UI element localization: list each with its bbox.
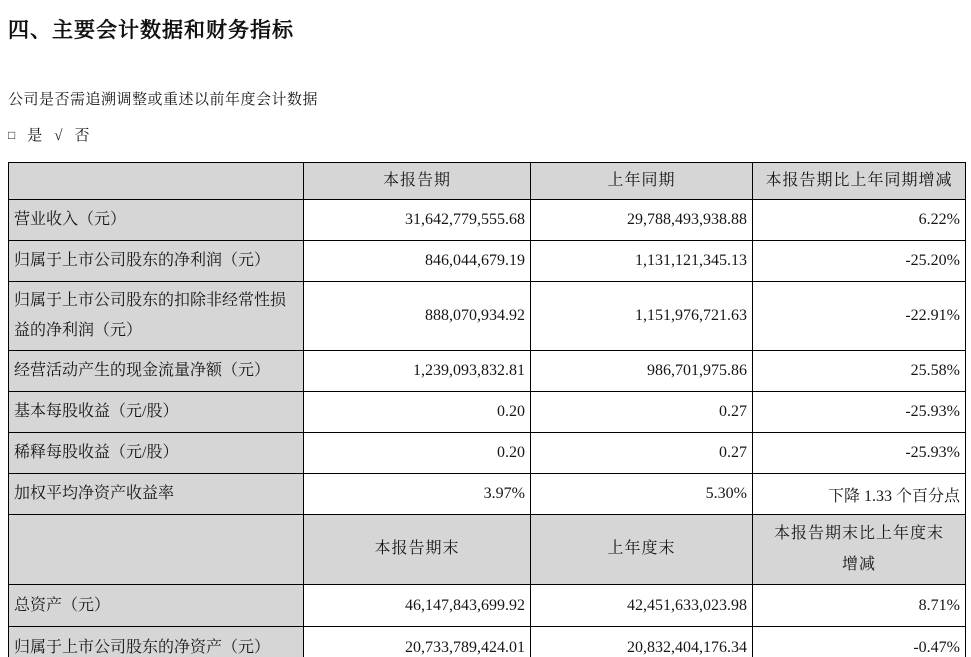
value-current: 0.20 — [304, 392, 531, 433]
value-prior: 986,701,975.86 — [531, 351, 753, 392]
table-row-diluted-eps — [9, 433, 966, 474]
value-prior: 42,451,633,023.98 — [531, 585, 753, 627]
value-prior: 0.27 — [531, 433, 753, 474]
row-label: 总资产（元） — [9, 585, 304, 627]
value-current: 46,147,843,699.92 — [304, 585, 531, 627]
checkbox-unchecked-icon: □ — [8, 128, 16, 142]
restatement-answer-line — [8, 124, 965, 145]
row-label: 稀释每股收益（元/股） — [9, 433, 304, 474]
col-header-period-end-change-line1: 本报告期末比上年度末 — [773, 525, 944, 543]
value-current: 1,239,093,832.81 — [304, 351, 531, 392]
table-row-net-profit-after-nonrecurring — [9, 282, 966, 351]
table-row-weighted-roe — [9, 474, 966, 515]
balance-header-row — [9, 515, 966, 585]
table-row-net-assets — [9, 627, 966, 657]
value-change: -25.93% — [753, 433, 966, 474]
col-header-prior-period: 上年同期 — [531, 163, 753, 200]
value-change: 6.22% — [753, 200, 966, 241]
corner-cell — [9, 163, 304, 200]
col-header-period-end-change-line2: 增减 — [841, 555, 876, 573]
value-change: 8.71% — [753, 585, 966, 627]
table-row-revenue — [9, 200, 966, 241]
checkmark-icon: √ — [54, 128, 63, 144]
value-change: 25.58% — [753, 351, 966, 392]
value-change: -25.20% — [753, 241, 966, 282]
table-row-basic-eps — [9, 392, 966, 433]
row-label: 归属于上市公司股东的净利润（元） — [9, 241, 304, 282]
row-label: 营业收入（元） — [9, 200, 304, 241]
table-row-net-profit — [9, 241, 966, 282]
value-current: 3.97% — [304, 474, 531, 515]
value-change: -0.47% — [753, 627, 966, 657]
col-header-prior-year-end: 上年度末 — [531, 515, 753, 585]
value-prior: 20,832,404,176.34 — [531, 627, 753, 657]
value-prior: 29,788,493,938.88 — [531, 200, 753, 241]
value-prior: 5.30% — [531, 474, 753, 515]
row-label: 归属于上市公司股东的净资产（元） — [9, 627, 304, 657]
value-prior: 1,151,976,721.63 — [531, 282, 753, 351]
col-header-current-period: 本报告期 — [304, 163, 531, 200]
section-title: 四、主要会计数据和财务指标 — [8, 19, 294, 42]
value-prior: 1,131,121,345.13 — [531, 241, 753, 282]
row-label: 经营活动产生的现金流量净额（元） — [9, 351, 304, 392]
period-header-row — [9, 163, 966, 200]
value-current: 31,642,779,555.68 — [304, 200, 531, 241]
value-current: 20,733,789,424.01 — [304, 627, 531, 657]
value-change: 下降 1.33 个百分点 — [753, 474, 966, 515]
row-label: 基本每股收益（元/股） — [9, 392, 304, 433]
no-option-label: 否 — [74, 128, 90, 144]
col-header-period-end-change — [753, 515, 966, 585]
value-current: 888,070,934.92 — [304, 282, 531, 351]
value-current: 0.20 — [304, 433, 531, 474]
col-header-current-period-end: 本报告期末 — [304, 515, 531, 585]
value-change: -22.91% — [753, 282, 966, 351]
col-header-period-change: 本报告期比上年同期增减 — [753, 163, 966, 200]
financial-indicators-table — [8, 162, 966, 657]
corner-cell — [9, 515, 304, 585]
table-row-operating-cash-flow — [9, 351, 966, 392]
value-change: -25.93% — [753, 392, 966, 433]
yes-option-label: 是 — [27, 128, 43, 144]
row-label: 归属于上市公司股东的扣除非经常性损益的净利润（元） — [9, 282, 304, 351]
table-row-total-assets — [9, 585, 966, 627]
value-prior: 0.27 — [531, 392, 753, 433]
value-current: 846,044,679.19 — [304, 241, 531, 282]
restatement-question: 公司是否需追溯调整或重述以前年度会计数据 — [8, 92, 319, 108]
row-label: 加权平均净资产收益率 — [9, 474, 304, 515]
